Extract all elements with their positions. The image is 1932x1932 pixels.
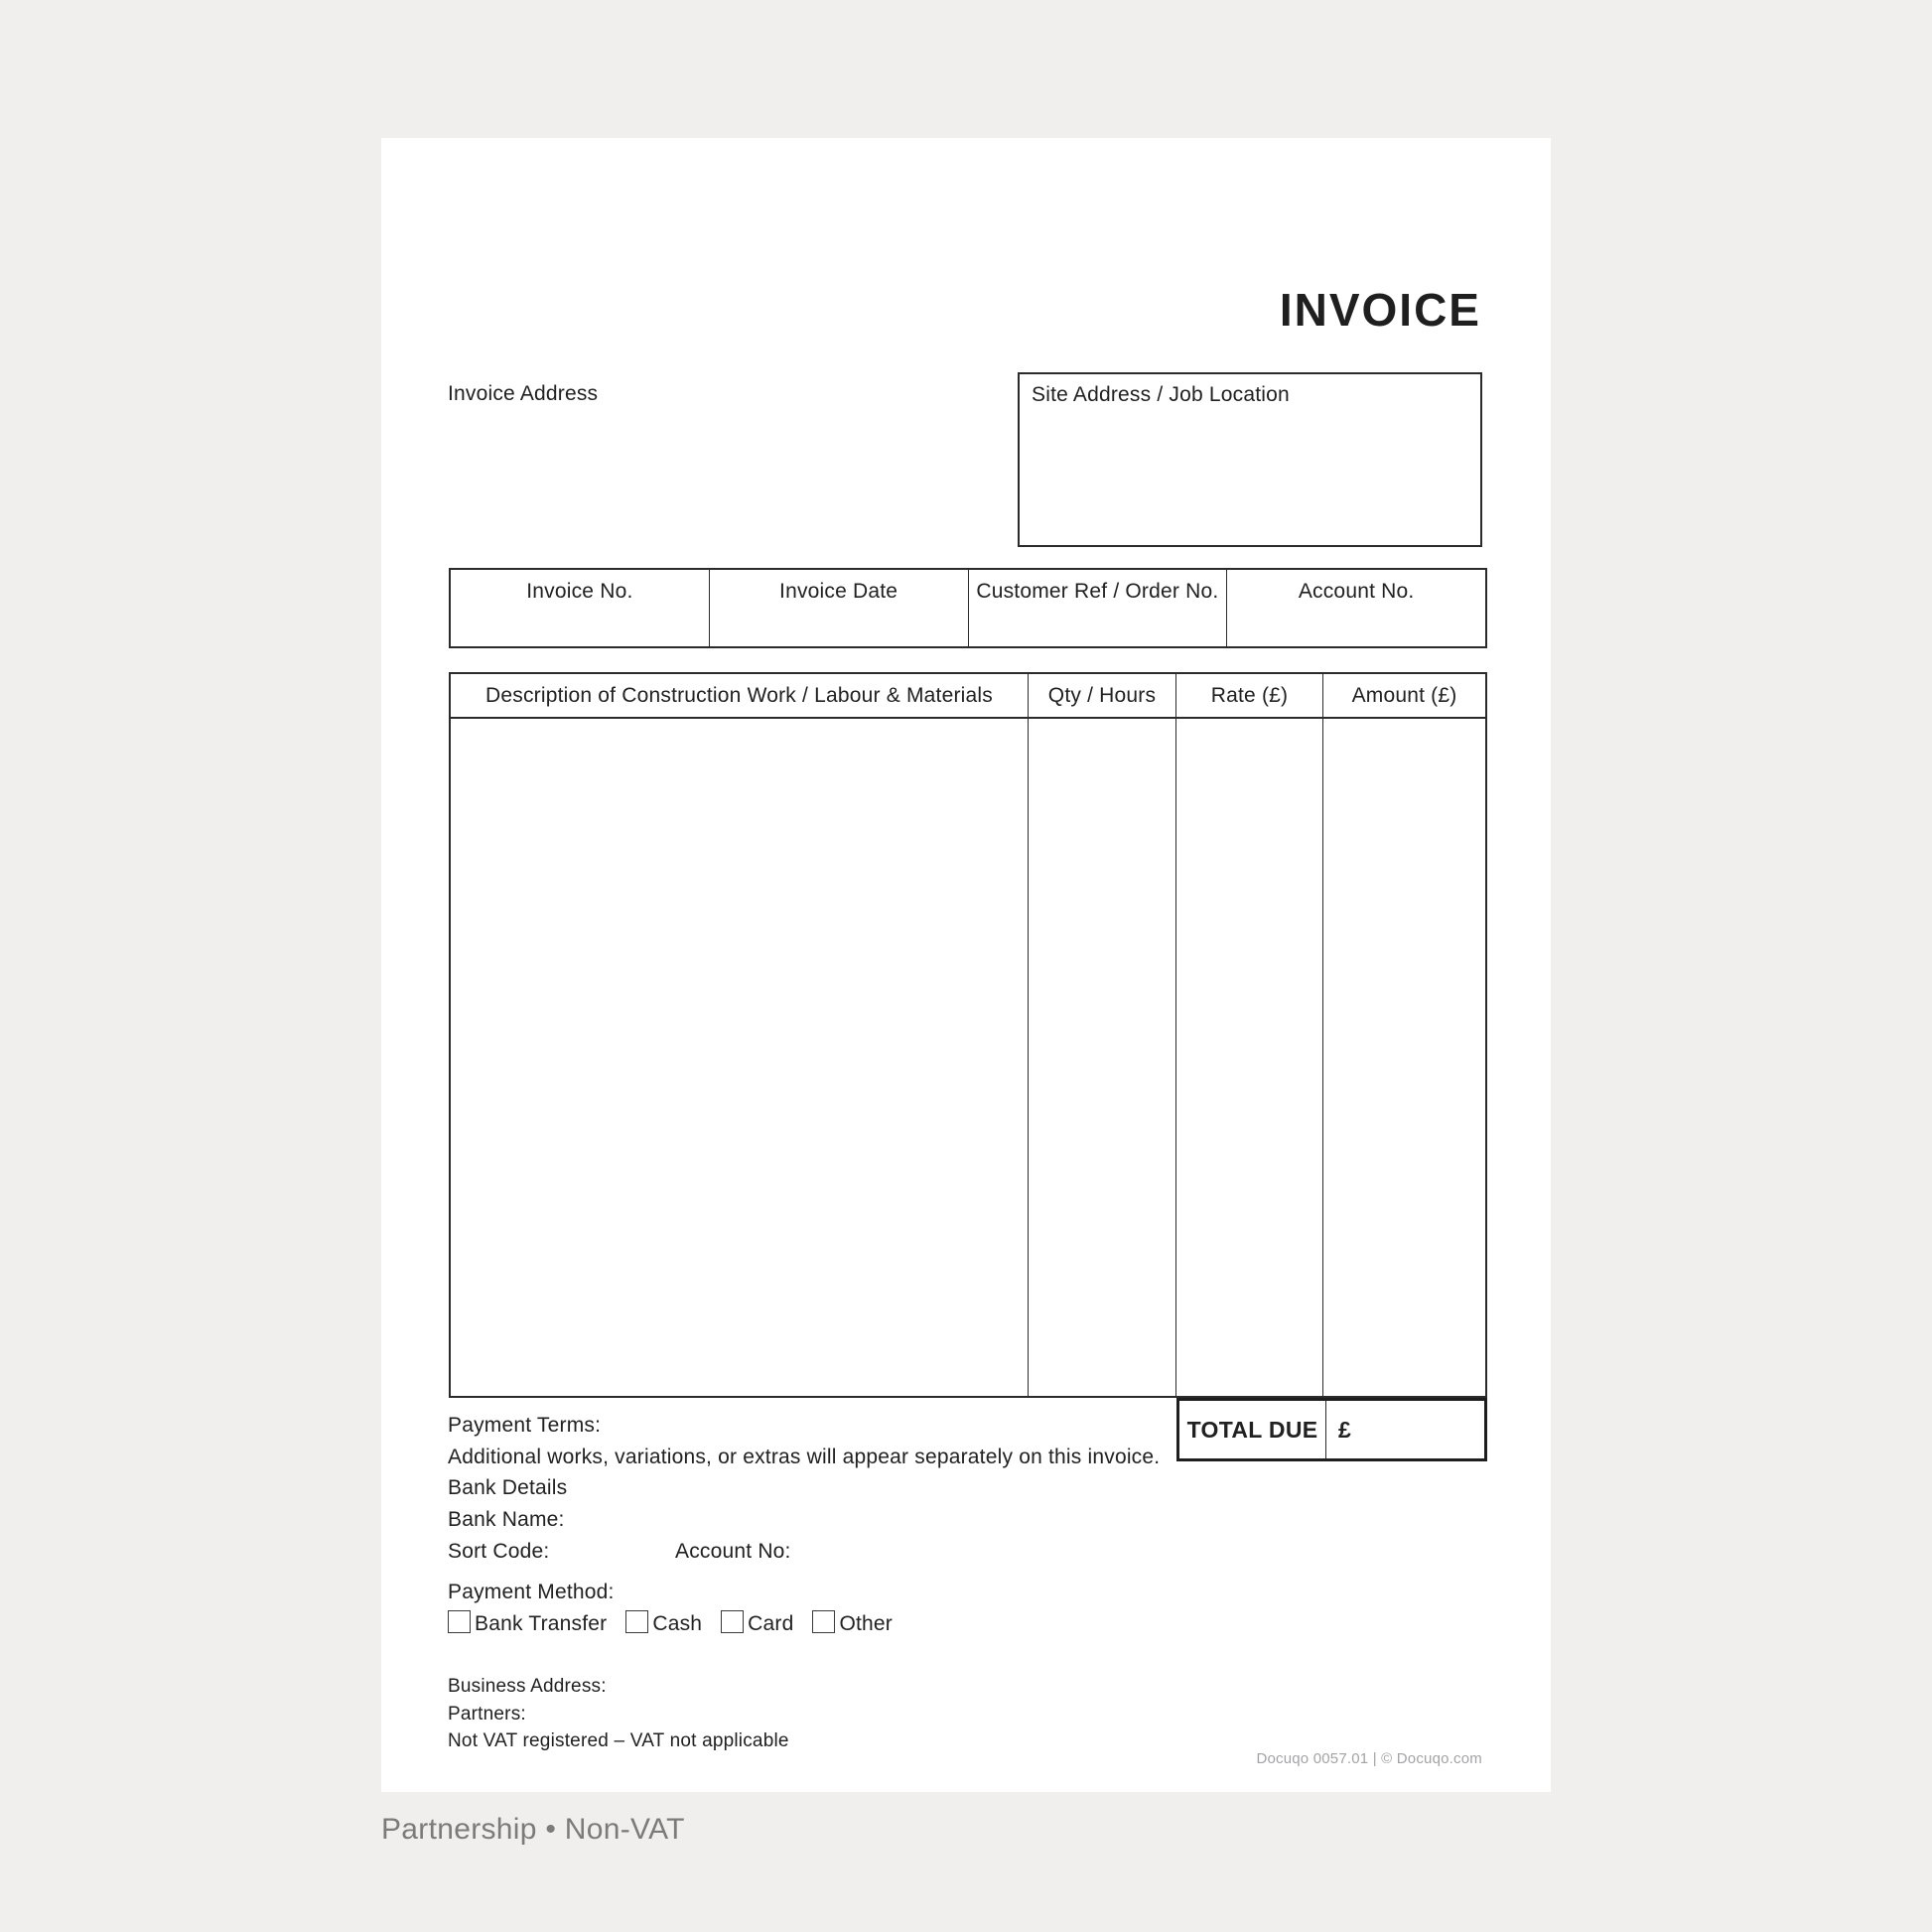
- line-items-header-row: [451, 674, 1485, 719]
- line-items-table: [449, 672, 1487, 1398]
- account-no-label: Account No:: [675, 1539, 791, 1563]
- invoice-no-label: Invoice No.: [526, 580, 633, 603]
- invoice-page: [381, 138, 1551, 1792]
- account-no-header-label: Account No.: [1298, 580, 1415, 603]
- bank-transfer-label: Bank Transfer: [475, 1612, 608, 1635]
- cash-checkbox[interactable]: [625, 1610, 648, 1633]
- qty-entry-area[interactable]: [1029, 719, 1176, 1396]
- invoice-date-label: Invoice Date: [779, 580, 898, 603]
- other-label: Other: [839, 1612, 894, 1635]
- invoice-info-table: [449, 568, 1487, 648]
- additional-works-note: Additional works, variations, or extras will appear separately on this invoice.: [448, 1445, 1161, 1468]
- business-info-block: [448, 1673, 789, 1755]
- description-entry-area[interactable]: [451, 719, 1029, 1396]
- bank-details-heading: Bank Details: [448, 1476, 568, 1500]
- payment-method-card: [721, 1612, 793, 1636]
- payment-method-bank-transfer: [448, 1612, 607, 1636]
- cash-label: Cash: [652, 1612, 703, 1635]
- template-caption: Partnership • Non-VAT: [381, 1813, 685, 1846]
- payment-method-options: [448, 1612, 893, 1636]
- card-checkbox[interactable]: [721, 1610, 744, 1633]
- account-no-field[interactable]: [1227, 570, 1485, 646]
- page-title: INVOICE: [1279, 284, 1481, 336]
- site-address-field[interactable]: [1018, 372, 1482, 547]
- business-address-label: Business Address:: [448, 1676, 607, 1697]
- vat-note: Not VAT registered – VAT not applicable: [448, 1730, 789, 1751]
- rate-entry-area[interactable]: [1176, 719, 1323, 1396]
- customer-ref-field[interactable]: [969, 570, 1228, 646]
- qty-column-header: Qty / Hours: [1029, 674, 1176, 717]
- invoice-no-field[interactable]: [451, 570, 710, 646]
- card-label: Card: [748, 1612, 794, 1635]
- total-due-row: [1176, 1398, 1487, 1461]
- bank-transfer-checkbox[interactable]: [448, 1610, 471, 1633]
- payment-method-other: [812, 1612, 893, 1636]
- other-checkbox[interactable]: [812, 1610, 835, 1633]
- currency-symbol: £: [1338, 1416, 1351, 1443]
- total-due-value-field[interactable]: [1326, 1401, 1484, 1458]
- total-due-label: TOTAL DUE: [1179, 1401, 1326, 1458]
- payment-terms-block: [448, 1410, 1160, 1568]
- bank-name-label: Bank Name:: [448, 1508, 565, 1532]
- customer-ref-label: Customer Ref / Order No.: [976, 580, 1219, 603]
- sort-code-label: Sort Code:: [448, 1539, 550, 1563]
- invoice-date-field[interactable]: [710, 570, 969, 646]
- amount-entry-area[interactable]: [1323, 719, 1485, 1396]
- sort-code-line: [448, 1536, 1160, 1568]
- payment-method-cash: [625, 1612, 702, 1636]
- payment-method-label: Payment Method:: [448, 1581, 615, 1603]
- partners-label: Partners:: [448, 1703, 526, 1725]
- invoice-address-label: Invoice Address: [448, 382, 599, 405]
- site-address-label: Site Address / Job Location: [1032, 383, 1290, 406]
- rate-column-header: Rate (£): [1176, 674, 1323, 717]
- description-column-header: Description of Construction Work / Labour & Materials: [451, 674, 1029, 717]
- amount-column-header: Amount (£): [1351, 683, 1457, 707]
- line-items-body: [451, 719, 1485, 1396]
- payment-terms-label: Payment Terms:: [448, 1414, 602, 1437]
- document-reference: Docuqo 0057.01 | © Docuqo.com: [1256, 1750, 1482, 1767]
